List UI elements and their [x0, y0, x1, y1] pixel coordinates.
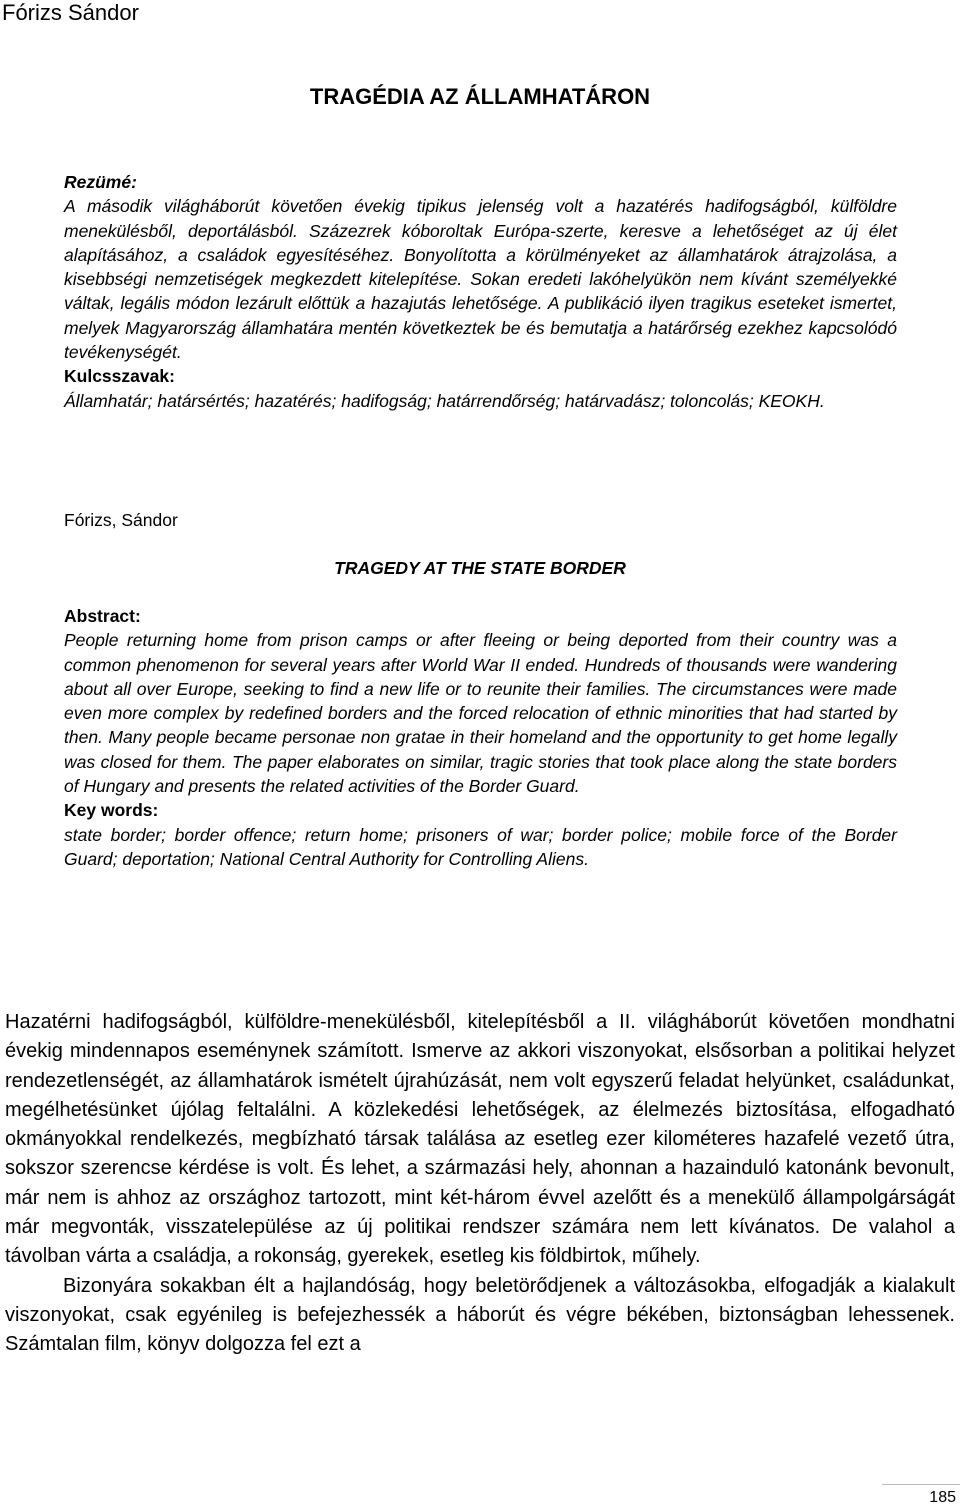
hungarian-abstract-section	[64, 170, 897, 413]
abstract-text-en: People returning home from prison camps or after fleeing or being deported from their country was a common phenomenon for several years after World War II ended. Hundreds of thousands were wandering about all over Europe, seeking to find a new life or to reunite their families. The circumstances were made even more complex by redefined borders and the forced relocation of ethnic minorities that had started by then. Many people became personae non gratae in their homeland and the opportunity to get home legally was closed for them. The paper elaborates on similar, tragic stories that took place along the state borders of Hungary and presents the related activities of the Border Guard.	[64, 630, 897, 797]
body-text	[5, 1008, 955, 1360]
footer-rule	[882, 1484, 960, 1485]
abstract-label-hu: Rezümé:	[64, 172, 137, 192]
hungarian-title: TRAGÉDIA AZ ÁLLAMHATÁRON	[309, 84, 651, 109]
english-abstract-section	[64, 604, 897, 871]
abstract-label-en: Abstract:	[64, 606, 141, 626]
running-header-author: Fórizs Sándor	[2, 0, 139, 25]
abstract-text-hu: A második világháborút követően évekig tipikus jelenség volt a hazatérés hadifogságból, külföldre menekülésből, deportálásból. Százezrek kóboroltak Európa-szerte, keresve a lehetőséget az új élet alapításához, a családok egyesítéséhez. Bonyolította a körülményeket az államhatárok átrajzolása, a kisebbségi nemzetiségek megkezdett kitelepítése. Sokan eredeti lakóhelyükön nem kívánt személyekké váltak, legális módon lezárult előttük a hazajutás lehetősége. A publikáció ilyen tragikus eseteket ismertet, melyek Magyarország államhatára mentén következtek be és bemutatja a határőrség ezekhez kapcsolódó tevékenységét.	[64, 196, 897, 363]
english-author: Fórizs, Sándor	[64, 510, 178, 530]
page-number: 185	[929, 1489, 956, 1506]
keywords-text-hu: Államhatár; határsértés; hazatérés; hadifogság; határrendőrség; határvadász; toloncolás; KEOKH.	[64, 390, 825, 411]
keywords-text-en: state border; border offence; return home; prisoners of war; border police; mobile force of the Border Guard; deportation; National Central Authority for Controlling Aliens.	[64, 824, 897, 869]
english-title: TRAGEDY AT THE STATE BORDER	[334, 558, 626, 578]
body-paragraph-2: Bizonyára sokakban élt a hajlandóság, hogy beletörődjenek a változásokba, elfogadják a kialakult viszonyokat, csak egyénileg is befejezhessék a háborút és végre békében, biztonságban lehessenek. Számtalan film, könyv dolgozza fel ezt a	[5, 1274, 955, 1356]
keywords-label-hu: Kulcsszavak:	[64, 366, 175, 387]
body-paragraph-1: Hazatérni hadifogságból, külföldre-menekülésből, kitelepítésből a II. világháborút követően mondhatni évekig mindennapos eseménynek számított. Ismerve az akkori viszonyokat, elsősorban a politikai helyzet rendezetlenségét, az államhatárok ismételt újrahúzását, nem volt egyszerű feladat helyünket, családunkat, megélhetésünket újólag feltalálni. A közlekedési lehetőségek, az élelmezés biztosítása, elfogadható okmányokkal rendelkezés, megbízható társak találása az esetleg ezer kilométeres hazafelé vezető útra, sokszor szerencse kérdése is volt. És lehet, a származási hely, ahonnan a hazainduló katonánk bevonult, már nem is ahhoz az országhoz tartozott, mint két-három évvel azelőtt és a menekülő állampolgárságát már megvonták, visszatelepülése az új politikai rendszer számára nem lett kívánatos. De valahol a távolban várta a családja, a rokonság, gyerekek, esetleg kis földbirtok, műhely.	[5, 1011, 955, 1268]
keywords-label-en: Key words:	[64, 800, 159, 821]
